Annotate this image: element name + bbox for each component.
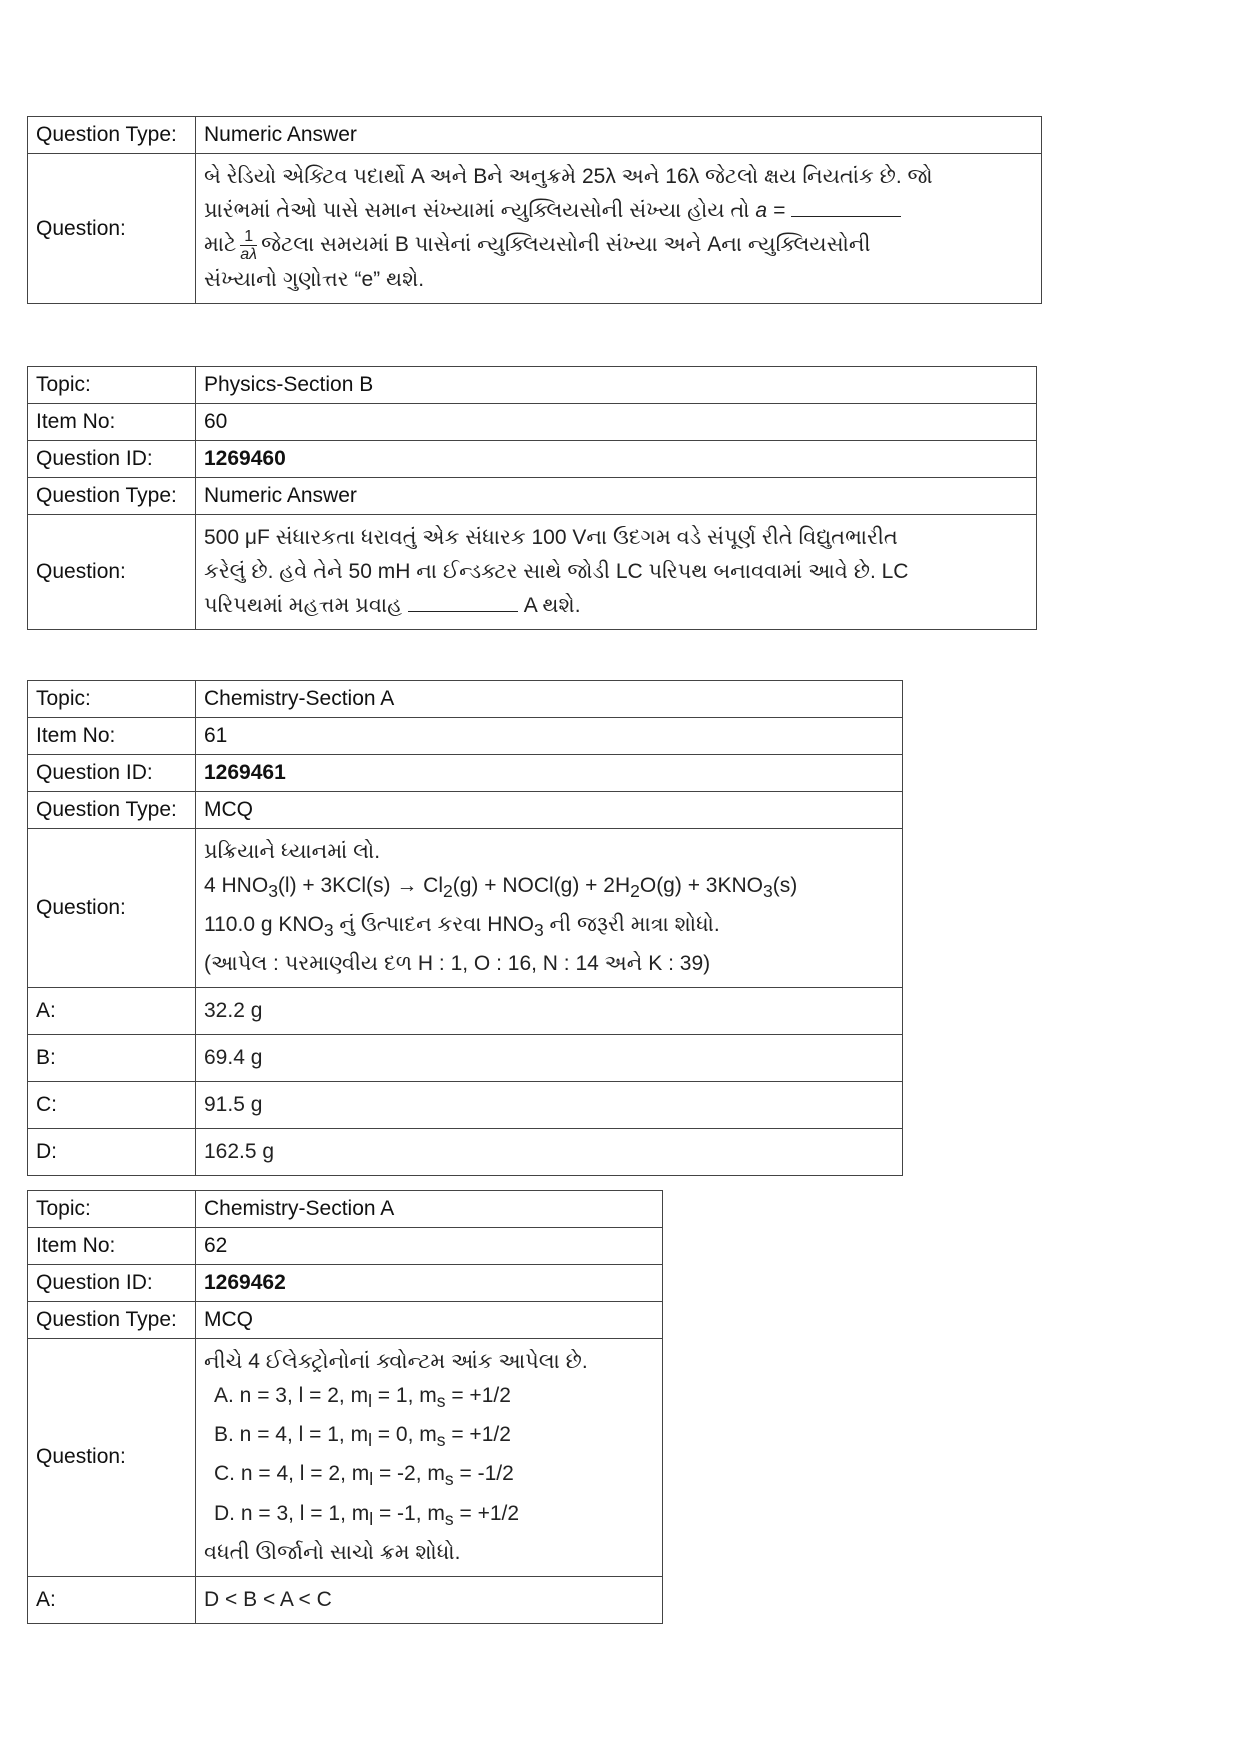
label-option-b: B:	[28, 1035, 196, 1082]
question-id-value: 1269461	[196, 755, 903, 792]
item-no-value: 61	[196, 718, 903, 755]
quantum-item-b	[204, 1418, 654, 1457]
fraction-denominator: aλ	[240, 246, 258, 263]
row-option-d	[28, 1129, 903, 1176]
question-line: નીચે 4 ઈલેક્ટ્રોનોનાં ક્વોન્ટમ આંક આપેલા છે.	[204, 1350, 588, 1373]
label-item-no: Item No:	[28, 1228, 196, 1265]
question-text-part: જેટલા સમયમાં B પાસેનાં ન્યુક્લિયસોની સંખ્યા અને Aના ન્યુક્લિયસોની	[261, 233, 871, 257]
chemical-equation	[204, 869, 894, 908]
question-line: કરેલું છે. હવે તેને 50 mH ના ઈન્ડક્ટર સાથે જોડી LC પરિપથ બનાવવામાં આવે છે. LC	[204, 560, 909, 583]
row-topic	[28, 681, 903, 718]
label-question-id: Question ID:	[28, 755, 196, 792]
row-question	[28, 1339, 663, 1577]
label-option-a: A:	[28, 988, 196, 1035]
quantum-subscript: l	[368, 1391, 372, 1412]
row-item-no	[28, 1228, 663, 1265]
row-question-type	[28, 1302, 663, 1339]
label-question: Question:	[28, 515, 196, 630]
label-question-type: Question Type:	[28, 478, 196, 515]
question-line: પ્રક્રિયાને ધ્યાનમાં લો.	[204, 840, 381, 863]
question-block-59	[27, 116, 1042, 304]
quantum-text: = -1/2	[453, 1462, 514, 1486]
question-line: (આપેલ : પરમાણ્વીય દળ H : 1, O : 16, N : 14 અને K : 39)	[204, 952, 711, 976]
label-question-type: Question Type:	[28, 792, 196, 829]
label-question-id: Question ID:	[28, 441, 196, 478]
quantum-text: = +1/2	[453, 1501, 520, 1525]
question-line: બે રેડિયો એક્ટિવ પદાર્થો A અને Bને અનુક્રમે 25λ અને 16λ જેટલો ક્ષય નિયતાંક છે. જો	[204, 165, 933, 188]
row-item-no	[28, 718, 903, 755]
row-question	[28, 154, 1042, 304]
question-text-part: માટે	[204, 233, 237, 257]
item-no-value: 60	[196, 404, 1037, 441]
question-text	[196, 154, 1042, 304]
question-line: વધતી ઊર્જાનો સાચો ક્રમ શોધો.	[204, 1540, 461, 1564]
question-text	[196, 1339, 663, 1577]
quantum-text: D. n = 3, l = 1, m	[214, 1501, 370, 1525]
row-topic	[28, 1191, 663, 1228]
label-item-no: Item No:	[28, 718, 196, 755]
question-block-62	[27, 1190, 663, 1624]
formula-subscript: 3	[533, 920, 544, 941]
equation-part: (s)	[772, 874, 798, 897]
equation-subscript: 3	[762, 881, 773, 902]
question-line: 500 μF સંધારકતા ધરાવતું એક સંધારક 100 Vના ઉદગમ વડે સંપૂર્ણ રીતે વિદ્યુતભારીત	[204, 526, 898, 549]
quantum-text: B. n = 4, l = 1, m	[214, 1423, 369, 1447]
question-text-part: નું ઉત્પાદન કરવા HNO	[333, 913, 534, 937]
row-option-b	[28, 1035, 903, 1082]
label-topic: Topic:	[28, 681, 196, 718]
quantum-item-d	[204, 1497, 654, 1536]
label-question-type: Question Type:	[28, 117, 196, 154]
question-block-60	[27, 366, 1037, 630]
row-item-no	[28, 404, 1037, 441]
question-line	[204, 194, 1033, 228]
option-a-value: D < B < A < C	[196, 1576, 663, 1623]
equation-subscript: 2	[630, 881, 640, 902]
row-question	[28, 515, 1037, 630]
option-d-value: 162.5 g	[196, 1129, 903, 1176]
quantum-item-a	[204, 1379, 654, 1418]
question-line	[204, 228, 1033, 263]
quantum-item-c	[204, 1457, 654, 1496]
row-option-a	[28, 1576, 663, 1623]
row-question-type	[28, 792, 903, 829]
row-option-a	[28, 988, 903, 1035]
quantum-subscript: s	[444, 1508, 454, 1529]
equation-part: (g) + NOCl(g) + 2H	[452, 874, 631, 897]
row-question-id	[28, 755, 903, 792]
option-a-value: 32.2 g	[196, 988, 903, 1035]
equation-part: 4 HNO	[204, 874, 269, 897]
question-text-part: પ્રારંભમાં તેઓ પાસે સમાન સંખ્યામાં ન્યુક્લિયસોની સંખ્યા હોય તો	[204, 199, 750, 222]
question-id-value: 1269460	[196, 441, 1037, 478]
label-option-a: A:	[28, 1576, 196, 1623]
question-type-value: MCQ	[196, 792, 903, 829]
row-option-c	[28, 1082, 903, 1129]
quantum-subscript: s	[436, 1430, 446, 1451]
label-question: Question:	[28, 154, 196, 304]
quantum-text: = 1, m	[371, 1384, 437, 1407]
fraction	[240, 228, 257, 263]
question-text-part: A થશે.	[523, 594, 581, 617]
question-text-part: ની જરૂરી માત્રા શોધો.	[543, 913, 720, 937]
question-block-61	[27, 680, 903, 1176]
option-b-value: 69.4 g	[196, 1035, 903, 1082]
quantum-text: = +1/2	[445, 1423, 511, 1447]
label-question-id: Question ID:	[28, 1265, 196, 1302]
item-no-value: 62	[196, 1228, 663, 1265]
equation-part: (l) + 3KCl(s) → Cl	[277, 874, 444, 897]
row-question-type	[28, 117, 1042, 154]
quantum-subscript: s	[444, 1469, 454, 1490]
row-question-id	[28, 441, 1037, 478]
answer-blank	[408, 591, 518, 612]
quantum-text: = -1, m	[373, 1501, 445, 1525]
row-question-type	[28, 478, 1037, 515]
equation-subscript: 3	[268, 881, 278, 902]
topic-value: Physics-Section B	[196, 367, 1037, 404]
label-question: Question:	[28, 1339, 196, 1577]
question-line	[204, 908, 894, 947]
question-variable: a =	[755, 199, 786, 222]
topic-value: Chemistry-Section A	[196, 681, 903, 718]
quantum-subscript: s	[436, 1391, 446, 1412]
label-topic: Topic:	[28, 1191, 196, 1228]
quantum-text: C. n = 4, l = 2, m	[214, 1462, 370, 1486]
label-item-no: Item No:	[28, 404, 196, 441]
question-text	[196, 515, 1037, 630]
question-type-value: MCQ	[196, 1302, 663, 1339]
label-topic: Topic:	[28, 367, 196, 404]
answer-blank	[791, 196, 901, 217]
equation-part: O(g) + 3KNO	[639, 874, 763, 897]
quantum-text: = -2, m	[373, 1462, 445, 1486]
quantum-text: A. n = 3, l = 2, m	[214, 1384, 369, 1407]
question-text-part: પરિપથમાં મહત્તમ પ્રવાહ	[204, 594, 403, 617]
quantum-subscript: l	[368, 1430, 372, 1451]
question-type-value: Numeric Answer	[196, 478, 1037, 515]
row-question	[28, 829, 903, 988]
equation-subscript: 2	[443, 881, 453, 902]
label-question: Question:	[28, 829, 196, 988]
question-text	[196, 829, 903, 988]
quantum-subscript: l	[369, 1508, 374, 1529]
fraction-numerator: 1	[240, 228, 257, 246]
quantum-text: = +1/2	[445, 1384, 511, 1407]
option-c-value: 91.5 g	[196, 1082, 903, 1129]
question-type-value: Numeric Answer	[196, 117, 1042, 154]
row-topic	[28, 367, 1037, 404]
row-question-id	[28, 1265, 663, 1302]
label-option-c: C:	[28, 1082, 196, 1129]
question-text-part: 110.0 g KNO	[204, 913, 324, 937]
question-line: સંખ્યાનો ગુણોત્તર “e” થશે.	[204, 268, 425, 291]
question-id-value: 1269462	[196, 1265, 663, 1302]
label-option-d: D:	[28, 1129, 196, 1176]
quantum-text: = 0, m	[371, 1423, 437, 1447]
question-line	[204, 589, 1028, 623]
topic-value: Chemistry-Section A	[196, 1191, 663, 1228]
formula-subscript: 3	[323, 920, 334, 941]
quantum-subscript: l	[369, 1469, 374, 1490]
label-question-type: Question Type:	[28, 1302, 196, 1339]
